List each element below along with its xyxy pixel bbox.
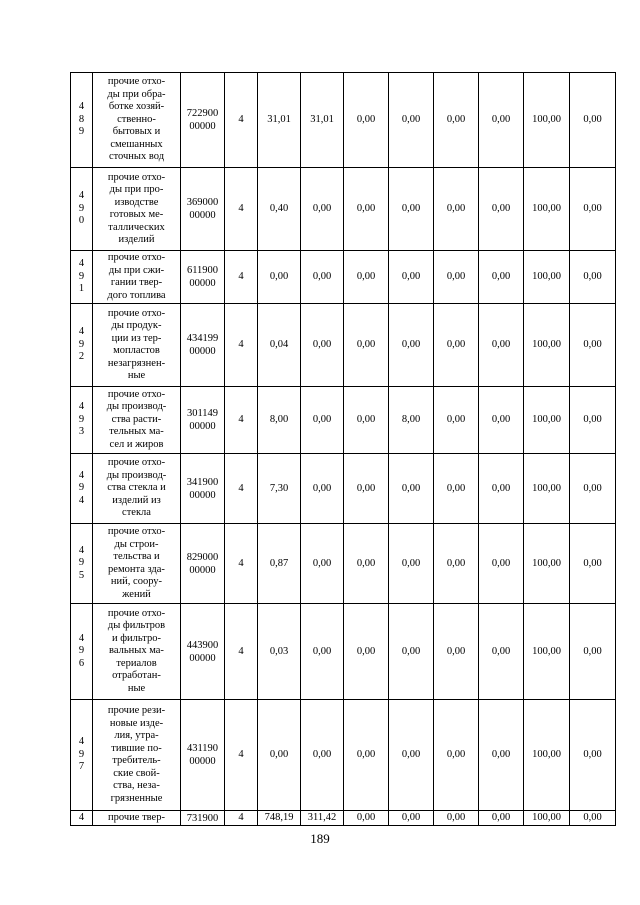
waste-name-cell-line: прочие отхо- (107, 607, 166, 619)
value-cell-6: 0,00 (479, 604, 524, 700)
waste-name-cell-line: лия, утра- (114, 730, 159, 741)
waste-table (70, 72, 616, 826)
value-cell-3: 0,00 (344, 604, 389, 700)
row-number-cell-line: 9 (78, 270, 85, 282)
waste-name-cell-line: ства стекла и (107, 482, 166, 494)
value-cell-5: 0,00 (434, 524, 479, 604)
waste-code-cell-line: 731900 (186, 812, 219, 824)
waste-name-cell-line: ды фильтров (107, 620, 166, 632)
waste-name-cell-line: и фильтро- (111, 632, 161, 644)
value-cell-2: 0,00 (301, 387, 344, 454)
row-number-cell-line: 4 (78, 544, 85, 556)
waste-name-cell-line: дого топлива (107, 289, 166, 301)
waste-name-cell (93, 604, 181, 700)
waste-name-cell-line: прочие отхо- (107, 171, 166, 183)
hazard-class-cell: 4 (225, 524, 258, 604)
row-number-cell (71, 304, 93, 387)
row-number-cell-line: 9 (78, 338, 85, 350)
table-row (71, 251, 616, 304)
value-cell-5: 0,00 (434, 168, 479, 251)
value-cell-7: 100,00 (524, 811, 570, 826)
row-number-cell-line: 4 (78, 469, 85, 481)
page-number: 189 (310, 831, 330, 846)
waste-name-cell (93, 73, 181, 168)
waste-code-cell-line: 00000 (189, 346, 216, 357)
waste-name-cell-line: тившие по- (111, 742, 162, 754)
row-number-cell-line: 4 (78, 101, 85, 113)
waste-name-cell-line: ды производ- (106, 469, 167, 481)
row-number-cell (71, 811, 93, 826)
value-cell-3: 0,00 (344, 73, 389, 168)
table-row (71, 73, 616, 168)
table-body (71, 73, 616, 826)
value-cell-8: 0,00 (570, 73, 616, 168)
table-row (71, 811, 616, 826)
value-cell-6: 0,00 (479, 524, 524, 604)
waste-code-cell-line: 722900 (186, 108, 219, 119)
row-number-cell (71, 604, 93, 700)
value-cell-3: 0,00 (344, 304, 389, 387)
value-cell-5: 0,00 (434, 73, 479, 168)
value-cell-6: 0,00 (479, 73, 524, 168)
hazard-class-cell: 4 (225, 168, 258, 251)
waste-code-cell (181, 524, 225, 604)
waste-name-cell-line: териалов (116, 657, 157, 669)
waste-code-cell (181, 387, 225, 454)
value-cell-2: 0,00 (301, 304, 344, 387)
row-number-cell-line: 4 (78, 326, 85, 338)
value-cell-2: 0,00 (301, 251, 344, 304)
waste-name-cell-line: прочие рези- (107, 705, 166, 716)
waste-name-cell (93, 251, 181, 304)
value-cell-7: 100,00 (524, 168, 570, 251)
table-row (71, 168, 616, 251)
waste-name-cell-line: сел и жиров (109, 438, 164, 450)
value-cell-2: 31,01 (301, 73, 344, 168)
row-number-cell (71, 524, 93, 604)
waste-code-cell-line: 00000 (189, 652, 216, 664)
waste-name-cell-line: смешанных (110, 138, 163, 150)
value-cell-5: 0,00 (434, 700, 479, 811)
table-row (71, 700, 616, 811)
value-cell-4: 0,00 (389, 604, 434, 700)
value-cell-7: 100,00 (524, 387, 570, 454)
value-cell-1: 0,03 (258, 604, 301, 700)
row-number-cell (71, 168, 93, 251)
value-cell-3: 0,00 (344, 387, 389, 454)
value-cell-5: 0,00 (434, 454, 479, 524)
waste-name-cell-line: ства, неза- (113, 780, 160, 791)
row-number-cell-line: 4 (78, 494, 85, 506)
row-number-cell-line: 7 (78, 761, 85, 773)
value-cell-1: 8,00 (258, 387, 301, 454)
waste-name-cell-line: ские свой- (113, 767, 160, 779)
value-cell-6: 0,00 (479, 454, 524, 524)
value-cell-7: 100,00 (524, 524, 570, 604)
value-cell-7: 100,00 (524, 73, 570, 168)
value-cell-8: 0,00 (570, 168, 616, 251)
value-cell-4: 0,00 (389, 304, 434, 387)
row-number-cell-line: 9 (78, 645, 85, 657)
value-cell-2: 0,00 (301, 454, 344, 524)
waste-code-cell (181, 251, 225, 304)
waste-code-cell-line: 00000 (189, 564, 216, 576)
waste-code-cell (181, 454, 225, 524)
value-cell-8: 0,00 (570, 524, 616, 604)
value-cell-3: 0,00 (344, 251, 389, 304)
waste-code-cell-line: 00000 (189, 756, 216, 767)
waste-name-cell-line: ные (127, 370, 146, 381)
waste-code-cell-line: 00000 (189, 121, 216, 132)
value-cell-2: 0,00 (301, 700, 344, 811)
row-number-cell (71, 251, 93, 304)
row-number-cell-line: 5 (78, 569, 85, 581)
waste-name-cell-line: тельства и (113, 551, 160, 562)
value-cell-6: 0,00 (479, 700, 524, 811)
waste-name-cell-line: незагрязнен- (107, 357, 166, 369)
table-row (71, 454, 616, 524)
value-cell-1: 748,19 (258, 811, 301, 826)
waste-name-cell-line: ний, соору- (110, 576, 163, 587)
table-row (71, 604, 616, 700)
value-cell-8: 0,00 (570, 304, 616, 387)
row-number-cell-line: 1 (78, 283, 85, 295)
waste-name-cell (93, 700, 181, 811)
row-number-cell-line: 9 (78, 413, 85, 425)
waste-code-cell (181, 700, 225, 811)
waste-name-cell-line: ботке хозяй- (108, 101, 165, 113)
row-number-cell-line: 9 (78, 748, 85, 760)
value-cell-6: 0,00 (479, 168, 524, 251)
hazard-class-cell: 4 (225, 251, 258, 304)
value-cell-1: 0,40 (258, 168, 301, 251)
value-cell-8: 0,00 (570, 251, 616, 304)
waste-name-cell-line: ды при про- (109, 184, 164, 195)
waste-code-cell-line: 00000 (189, 421, 216, 432)
value-cell-8: 0,00 (570, 454, 616, 524)
waste-name-cell-line: ды строи- (114, 538, 159, 550)
table-row (71, 387, 616, 454)
waste-name-cell-line: ции из тер- (111, 332, 162, 344)
value-cell-3: 0,00 (344, 524, 389, 604)
value-cell-4: 0,00 (389, 251, 434, 304)
waste-code-cell-line: 00000 (189, 489, 216, 501)
value-cell-8: 0,00 (570, 700, 616, 811)
waste-name-cell-line: прочие твер- (108, 811, 165, 823)
waste-name-cell-line: ства расти- (111, 413, 162, 425)
value-cell-1: 0,87 (258, 524, 301, 604)
waste-name-cell (93, 454, 181, 524)
waste-name-cell-line: ды при обра- (107, 88, 166, 100)
waste-code-cell (181, 73, 225, 168)
value-cell-6: 0,00 (479, 387, 524, 454)
row-number-cell (71, 73, 93, 168)
waste-name-cell-line: мопластов (113, 345, 160, 356)
value-cell-1: 0,00 (258, 251, 301, 304)
waste-code-cell-line: 301149 (186, 408, 219, 419)
hazard-class-cell: 4 (225, 811, 258, 826)
waste-name-cell-line: ды производ- (106, 401, 167, 413)
row-number-cell-line: 4 (78, 401, 85, 413)
value-cell-4: 0,00 (389, 700, 434, 811)
value-cell-6: 0,00 (479, 811, 524, 826)
value-cell-1: 0,00 (258, 700, 301, 811)
value-cell-3: 0,00 (344, 454, 389, 524)
row-number-cell-line: 4 (78, 258, 85, 270)
waste-code-cell (181, 604, 225, 700)
hazard-class-cell: 4 (225, 700, 258, 811)
waste-name-cell (93, 168, 181, 251)
waste-name-cell-line: ды при сжи- (108, 264, 165, 276)
row-number-cell-line: 8 (78, 113, 85, 125)
value-cell-3: 0,00 (344, 700, 389, 811)
waste-name-cell-line: прочие отхо- (107, 526, 166, 537)
value-cell-5: 0,00 (434, 387, 479, 454)
value-cell-4: 0,00 (389, 811, 434, 826)
value-cell-4: 0,00 (389, 454, 434, 524)
value-cell-7: 100,00 (524, 700, 570, 811)
hazard-class-cell: 4 (225, 387, 258, 454)
waste-code-cell (181, 304, 225, 387)
waste-code-cell-line: 829000 (186, 551, 219, 563)
value-cell-4: 0,00 (389, 168, 434, 251)
row-number-cell-line: 9 (78, 482, 85, 494)
value-cell-6: 0,00 (479, 251, 524, 304)
value-cell-1: 0,04 (258, 304, 301, 387)
value-cell-8: 0,00 (570, 811, 616, 826)
waste-code-cell-line: 00000 (189, 278, 216, 289)
value-cell-3: 0,00 (344, 168, 389, 251)
waste-code-cell-line: 369000 (186, 197, 219, 208)
waste-name-cell-line: требитель- (112, 755, 161, 766)
row-number-cell-line: 2 (78, 351, 85, 363)
hazard-class-cell: 4 (225, 304, 258, 387)
value-cell-1: 7,30 (258, 454, 301, 524)
waste-name-cell-line: ды продук- (111, 320, 162, 331)
row-number-cell-line: 3 (78, 426, 85, 438)
row-number-cell-line: 9 (78, 126, 85, 138)
value-cell-8: 0,00 (570, 604, 616, 700)
hazard-class-cell: 4 (225, 73, 258, 168)
value-cell-4: 0,00 (389, 524, 434, 604)
waste-name-cell-line: тельных ма- (109, 426, 164, 438)
value-cell-5: 0,00 (434, 304, 479, 387)
waste-name-cell-line: стекла (122, 507, 151, 519)
table-row (71, 304, 616, 387)
table-row (71, 524, 616, 604)
row-number-cell-line: 4 (78, 736, 85, 748)
waste-name-cell-line: изводстве (114, 196, 159, 208)
value-cell-6: 0,00 (479, 304, 524, 387)
waste-code-cell-line: 434199 (186, 333, 219, 344)
waste-name-cell-line: новые изде- (109, 717, 164, 729)
value-cell-2: 0,00 (301, 524, 344, 604)
waste-name-cell-line: ремонта зда- (108, 563, 165, 575)
waste-code-cell (181, 168, 225, 251)
waste-name-cell-line: бытовых и (112, 126, 161, 138)
waste-name-cell (93, 524, 181, 604)
row-number-cell-line: 6 (78, 657, 85, 669)
row-number-cell (71, 700, 93, 811)
value-cell-3: 0,00 (344, 811, 389, 826)
waste-name-cell-line: ные (127, 682, 146, 694)
waste-name-cell-line: прочие отхо- (107, 307, 166, 319)
waste-name-cell-line: изделий (118, 234, 155, 245)
value-cell-5: 0,00 (434, 251, 479, 304)
row-number-cell-line: 9 (78, 202, 85, 214)
value-cell-7: 100,00 (524, 454, 570, 524)
waste-name-cell-line: прочие отхо- (107, 76, 166, 88)
waste-name-cell (93, 811, 181, 826)
row-number-cell-line: 4 (78, 190, 85, 202)
value-cell-2: 0,00 (301, 604, 344, 700)
value-cell-4: 8,00 (389, 387, 434, 454)
waste-name-cell-line: готовых ме- (109, 209, 164, 220)
hazard-class-cell: 4 (225, 454, 258, 524)
waste-name-cell-line: грязненные (110, 792, 163, 804)
waste-name-cell-line: отработан- (112, 670, 161, 682)
row-number-cell-line: 4 (78, 632, 85, 644)
waste-name-cell (93, 304, 181, 387)
row-number-cell (71, 387, 93, 454)
waste-code-cell-line: 00000 (189, 210, 216, 221)
waste-code-cell (181, 811, 225, 826)
waste-code-cell-line: 443900 (186, 639, 219, 651)
value-cell-1: 31,01 (258, 73, 301, 168)
waste-name-cell-line: прочие отхо- (107, 252, 166, 263)
row-number-cell (71, 454, 93, 524)
waste-name-cell-line: прочие отхо- (107, 457, 166, 469)
waste-name-cell-line: гании твер- (110, 277, 163, 288)
waste-code-cell-line: 341900 (186, 476, 219, 488)
value-cell-2: 0,00 (301, 168, 344, 251)
row-number-cell-line: 0 (78, 215, 85, 227)
waste-name-cell (93, 387, 181, 454)
waste-name-cell-line: изделий из (112, 494, 161, 506)
waste-name-cell-line: ственно- (117, 113, 156, 125)
value-cell-5: 0,00 (434, 604, 479, 700)
waste-name-cell-line: таллических (108, 221, 165, 233)
value-cell-4: 0,00 (389, 73, 434, 168)
value-cell-7: 100,00 (524, 304, 570, 387)
hazard-class-cell: 4 (225, 604, 258, 700)
waste-code-cell-line: 431190 (186, 743, 219, 754)
value-cell-7: 100,00 (524, 604, 570, 700)
waste-name-cell-line: жений (122, 588, 151, 600)
waste-name-cell-line: прочие отхо- (107, 388, 166, 400)
value-cell-7: 100,00 (524, 251, 570, 304)
row-number-cell-line: 9 (78, 557, 85, 569)
value-cell-8: 0,00 (570, 387, 616, 454)
row-number-cell-line: 4 (78, 811, 85, 823)
waste-code-cell-line: 611900 (186, 265, 219, 276)
value-cell-2: 311,42 (301, 811, 344, 826)
waste-name-cell-line: сточных вод (108, 151, 165, 163)
value-cell-5: 0,00 (434, 811, 479, 826)
waste-name-cell-line: вальных ма- (109, 645, 164, 657)
